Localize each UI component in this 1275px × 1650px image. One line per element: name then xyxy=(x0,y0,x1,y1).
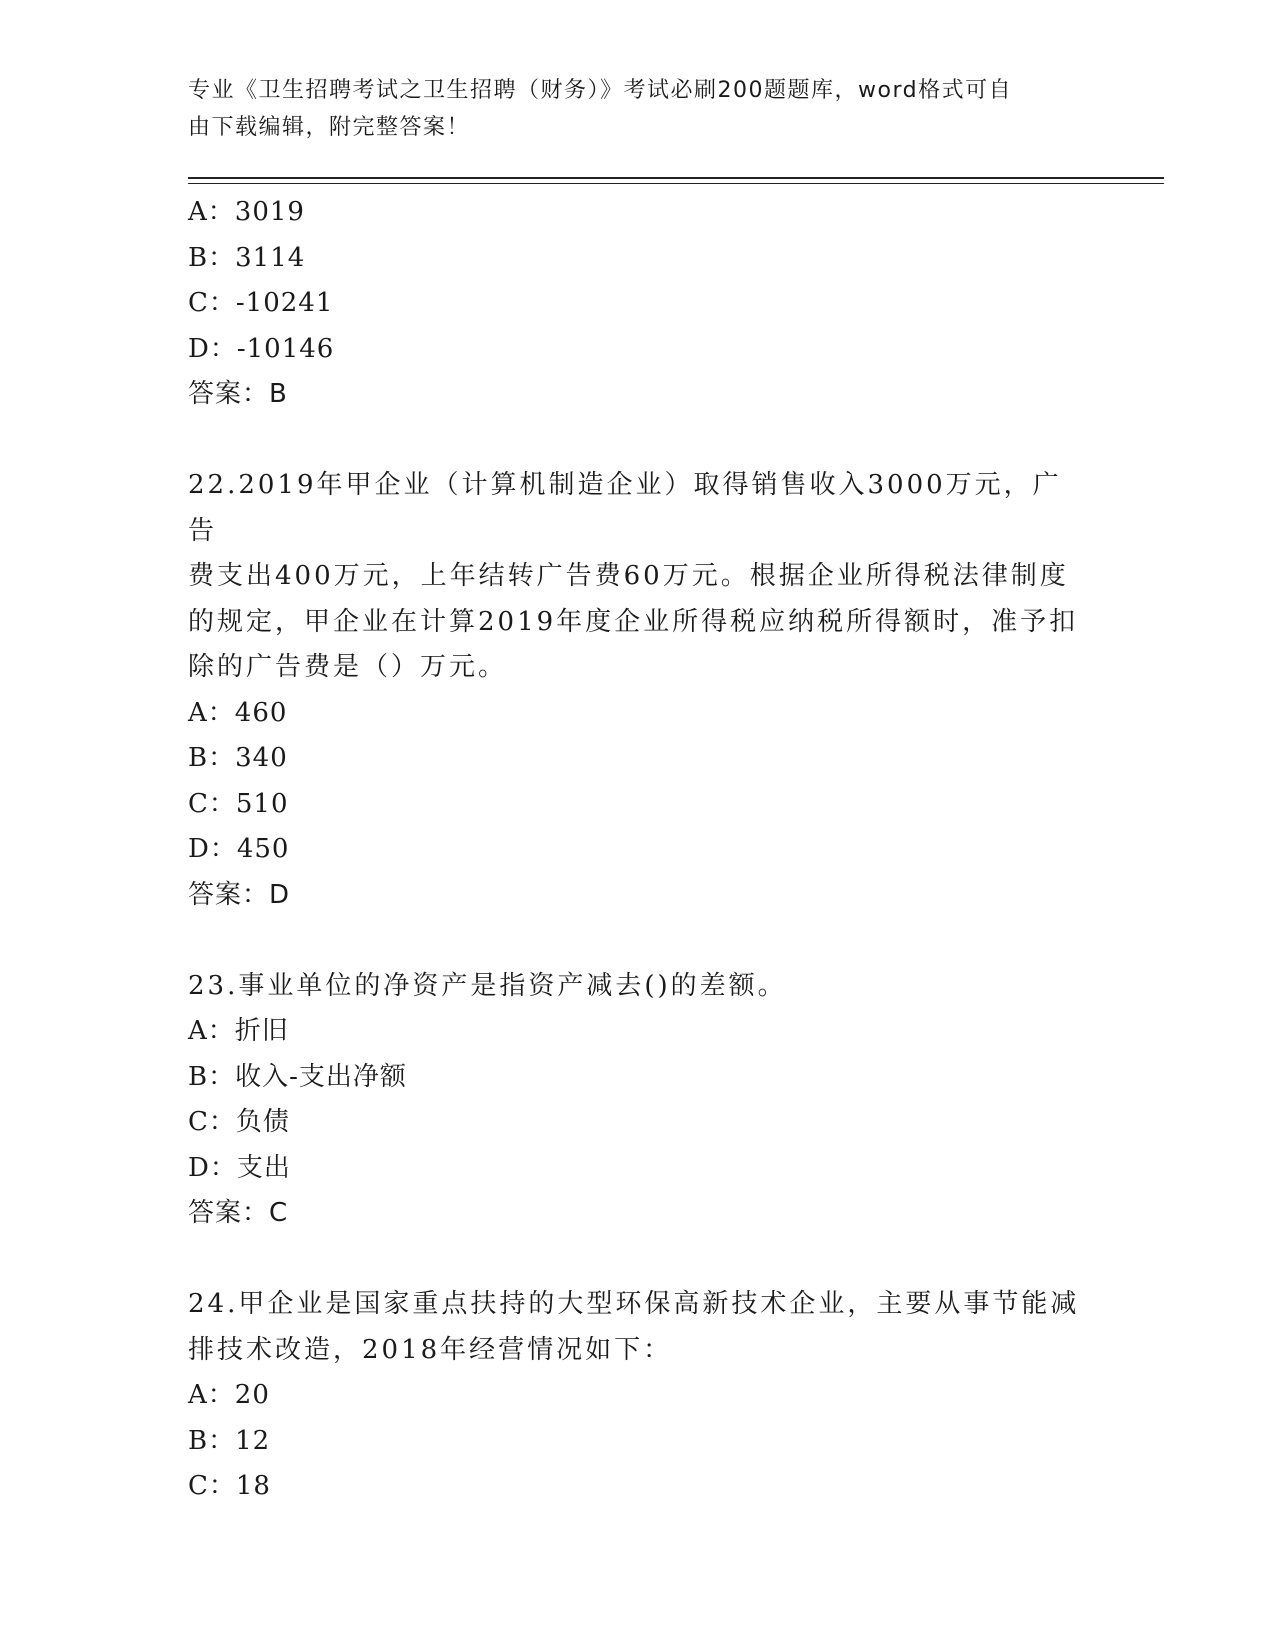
option-a: A：3019 xyxy=(188,197,305,227)
question-stem-line: 23.事业单位的净资产是指资产减去()的差额。 xyxy=(188,970,787,1001)
option-d: D：450 xyxy=(188,834,290,864)
question-stem-line: 的规定，甲企业在计算2019年度企业所得税应纳税所得额时，准予扣 xyxy=(188,606,1079,637)
option-a: A：20 xyxy=(188,1380,270,1410)
question-stem-line: 除的广告费是（）万元。 xyxy=(188,652,508,682)
answer-line: 答案：D xyxy=(188,879,291,910)
option-c: C：510 xyxy=(188,788,289,819)
question-stem-line: 22.2019年甲企业（计算机制造企业）取得销售收入3000万元，广告 xyxy=(188,470,1062,546)
question-block xyxy=(188,190,1088,418)
header-line-1: 专业《卫生招聘考试之卫生招聘（财务）》考试必刷200题题库，word格式可自 xyxy=(188,78,1013,103)
question-stem-line: 24.甲企业是国家重点扶持的大型环保高新技术企业，主要从事节能减 xyxy=(188,1289,1080,1319)
question-block xyxy=(188,463,1088,918)
header-line-2: 由下载编辑，附完整答案！ xyxy=(188,115,471,140)
option-b: B：收入-支出净额 xyxy=(188,1061,407,1092)
question-block xyxy=(188,1282,1088,1510)
document-header xyxy=(188,72,1088,146)
answer-line: 答案：C xyxy=(188,1198,289,1228)
answer-line: 答案：B xyxy=(188,379,288,409)
question-stem-line: 排技术改造，2018年经营情况如下： xyxy=(188,1334,673,1365)
option-a: A：460 xyxy=(188,697,288,728)
header-rule-thick xyxy=(188,177,1164,179)
option-b: B：340 xyxy=(188,743,288,773)
option-a: A：折旧 xyxy=(188,1016,289,1046)
option-d: D：-10146 xyxy=(188,333,335,364)
header-rule-thin xyxy=(188,183,1164,184)
question-list xyxy=(188,190,1088,1510)
option-d: D：支出 xyxy=(188,1152,291,1183)
option-c: C：负债 xyxy=(188,1107,290,1137)
option-c: C：18 xyxy=(188,1471,271,1501)
question-block xyxy=(188,964,1088,1237)
option-b: B：3114 xyxy=(188,242,306,273)
option-c: C：-10241 xyxy=(188,288,334,318)
question-stem-line: 费支出400万元，上年结转广告费60万元。根据企业所得税法律制度 xyxy=(188,561,1069,591)
option-b: B：12 xyxy=(188,1425,271,1456)
